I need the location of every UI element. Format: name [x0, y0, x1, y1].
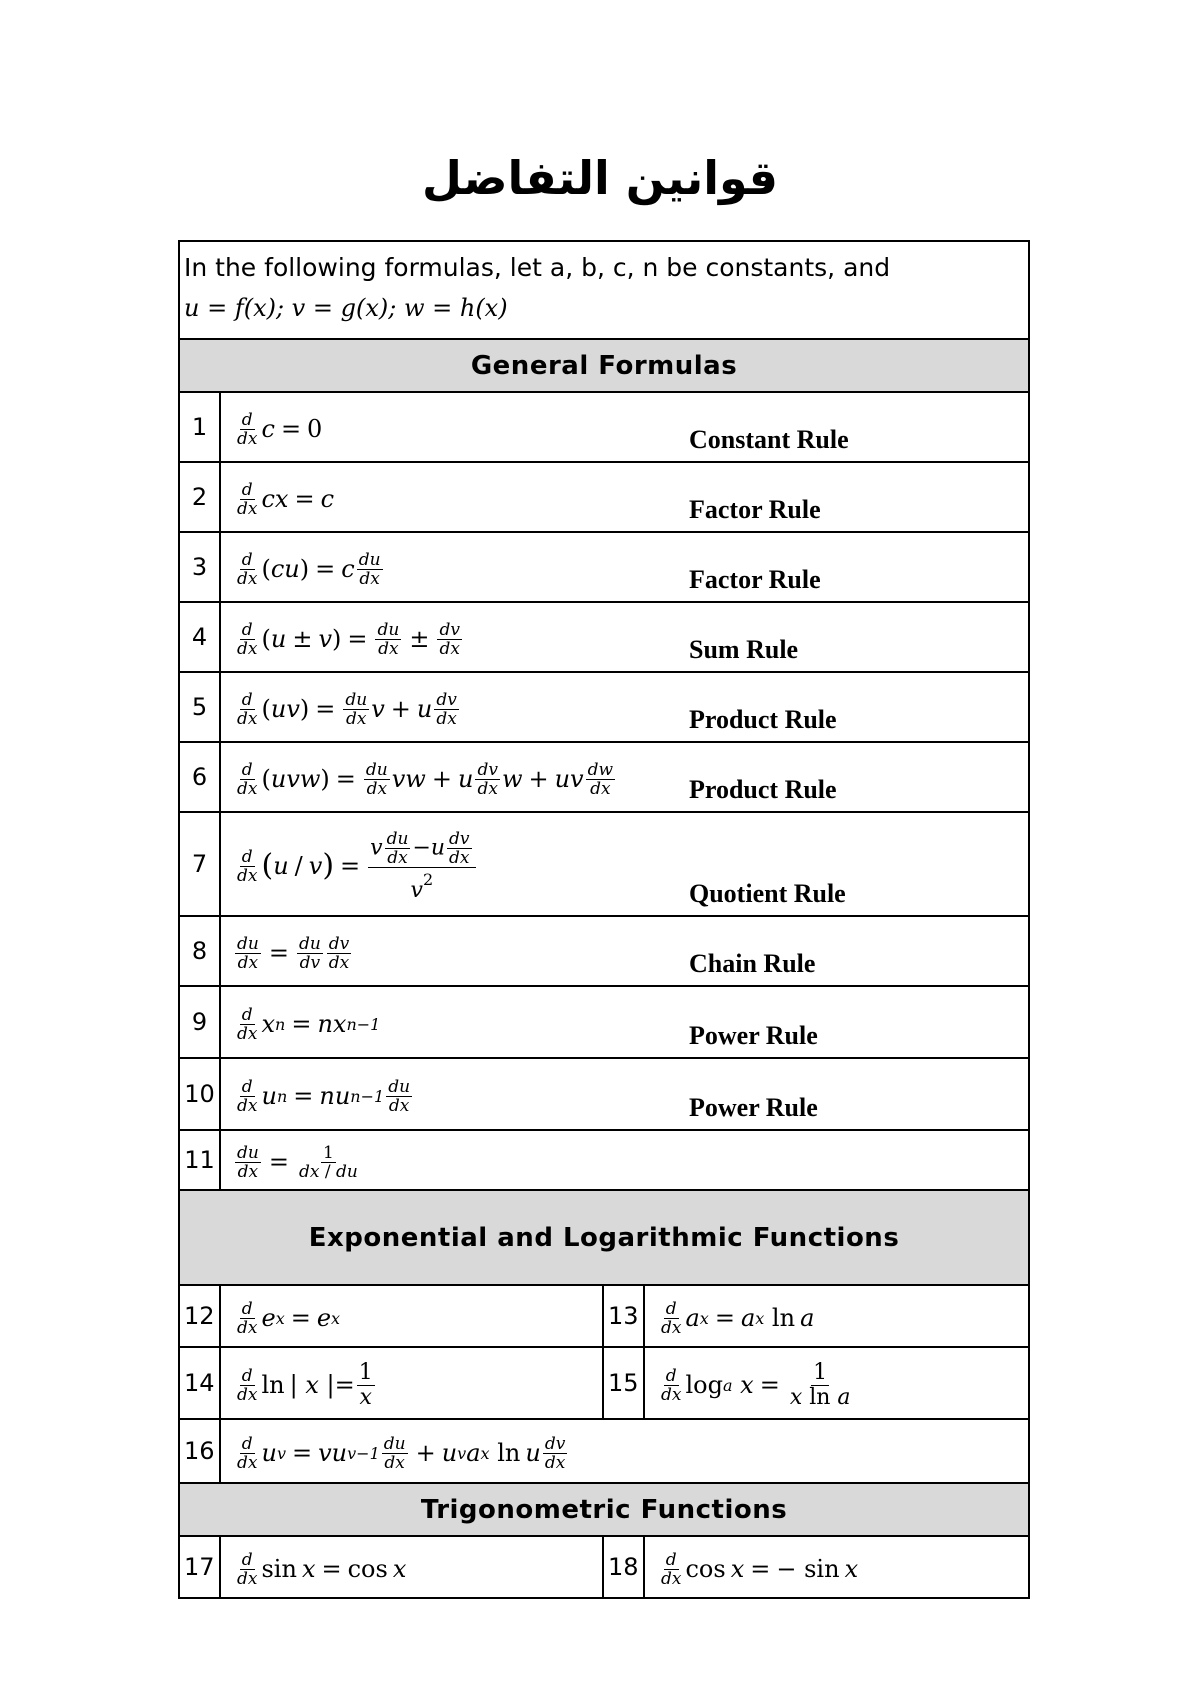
section-header-general: General Formulas [179, 339, 1029, 392]
row-number: 17 [179, 1536, 220, 1598]
rule-label: Chain Rule [689, 949, 816, 978]
row-number: 1 [179, 392, 220, 462]
row-number: 6 [179, 742, 220, 812]
row-number: 13 [603, 1285, 644, 1347]
section-header-exponential: Exponential and Logarithmic Functions [179, 1190, 1029, 1285]
rule-label: Constant Rule [689, 425, 849, 454]
formula: $\frac{d}{dx}$ log a x = $\frac{1}{\text{x ln a}}$ [661, 1359, 851, 1410]
formula-cell [220, 1130, 1029, 1190]
formula: $\frac{d}{dx}$ ( uv ) = $\frac{du}{dx}$ v + u $\frac{dv}{dx}$ [237, 689, 457, 729]
formula: $\frac{d}{dx}$ cos x = − sin x [661, 1549, 859, 1589]
row-number: 11 [179, 1130, 220, 1190]
formula: $\frac{d}{dx}$ c = 0 [237, 409, 323, 449]
formula: $\frac{du}{dx}$ = $\frac{1}{dx / du}$ [237, 1142, 358, 1182]
section-header-trigonometric: Trigonometric Functions [179, 1483, 1029, 1536]
row-number: 3 [179, 532, 220, 602]
intro-cell [179, 241, 1029, 339]
formula-cell [220, 602, 1029, 672]
formula-cell [644, 1536, 1029, 1598]
row-number: 8 [179, 916, 220, 986]
row-number: 5 [179, 672, 220, 742]
rule-label: Sum Rule [689, 635, 799, 664]
formula-cell [220, 1058, 1029, 1130]
rule-label: Power Rule [689, 1093, 818, 1122]
formula-cell [220, 1536, 603, 1598]
formula-table [178, 240, 1030, 1599]
formula-cell [220, 986, 1029, 1058]
page-title: قوانين التفاضل [422, 151, 778, 205]
formula-cell [220, 462, 1029, 532]
formula: $\frac{d}{dx}$ e x = e x [237, 1298, 341, 1338]
formula: $\frac{d}{dx}$ a x = a x ln a [661, 1298, 815, 1338]
rule-label: Power Rule [689, 1021, 818, 1050]
formula: $\frac{d}{dx}$ x n = nx n−1 [237, 1004, 381, 1044]
row-number: 16 [179, 1419, 220, 1483]
formula: $\frac{d}{dx}$ ( u / v ) = v $\frac{du}{dx}$ −u $\frac{dv}{dx}$ $v^2$ [221, 826, 478, 903]
row-number: 15 [603, 1347, 644, 1419]
rule-label: Product Rule [689, 705, 837, 734]
row-number: 4 [179, 602, 220, 672]
formula: $\frac{d}{dx}$ u v = vu v−1 $\frac{du}{dx}$ + u v a x ln u $\frac{dv}{dx}$ [237, 1433, 566, 1473]
formula-cell [220, 532, 1029, 602]
row-number: 12 [179, 1285, 220, 1347]
formula-cell [220, 672, 1029, 742]
row-number: 9 [179, 986, 220, 1058]
formula: $\frac{d}{dx}$ u n = nu n−1 $\frac{du}{dx}$ [237, 1076, 411, 1116]
formula: $\frac{d}{dx}$ ( u ± v ) = $\frac{du}{dx}$ ± $\frac{dv}{dx}$ [237, 619, 460, 659]
intro-definitions: u = f(x); v = g(x); w = h(x) [184, 294, 508, 322]
rule-label: Factor Rule [689, 495, 821, 524]
row-number: 10 [179, 1058, 220, 1130]
row-number: 7 [179, 812, 220, 916]
formula-cell [220, 1347, 603, 1419]
formula-cell [220, 812, 1029, 916]
intro-text: In the following formulas, let a, b, c, n be constants, and [184, 253, 891, 282]
formula: $\frac{d}{dx}$ cx = c [237, 479, 335, 519]
formula-cell [220, 742, 1029, 812]
formula-cell [220, 916, 1029, 986]
formula: $\frac{d}{dx}$ sin x = cos x [237, 1549, 407, 1589]
formula-cell [220, 1285, 603, 1347]
formula: $\frac{d}{dx}$ ( uvw ) = $\frac{du}{dx}$ vw + u $\frac{dv}{dx}$ w + uv $\frac{dw}{dx}$ [237, 759, 614, 799]
row-number: 18 [603, 1536, 644, 1598]
row-number: 2 [179, 462, 220, 532]
formula-cell [220, 392, 1029, 462]
rule-label: Factor Rule [689, 565, 821, 594]
formula: $\frac{du}{dx}$ = $\frac{du}{dv}$ $\frac{dv}{dx}$ [237, 933, 350, 973]
row-number: 14 [179, 1347, 220, 1419]
formula-cell [220, 1419, 1029, 1483]
rule-label: Quotient Rule [689, 879, 846, 908]
formula: $\frac{d}{dx}$ ln | x | = $\frac{1}{x}$ [237, 1359, 373, 1410]
formula: $\frac{d}{dx}$ ( cu ) = c $\frac{du}{dx}$ [237, 549, 381, 589]
rule-label: Product Rule [689, 775, 837, 804]
formula-cell [644, 1285, 1029, 1347]
formula-cell [644, 1347, 1029, 1419]
